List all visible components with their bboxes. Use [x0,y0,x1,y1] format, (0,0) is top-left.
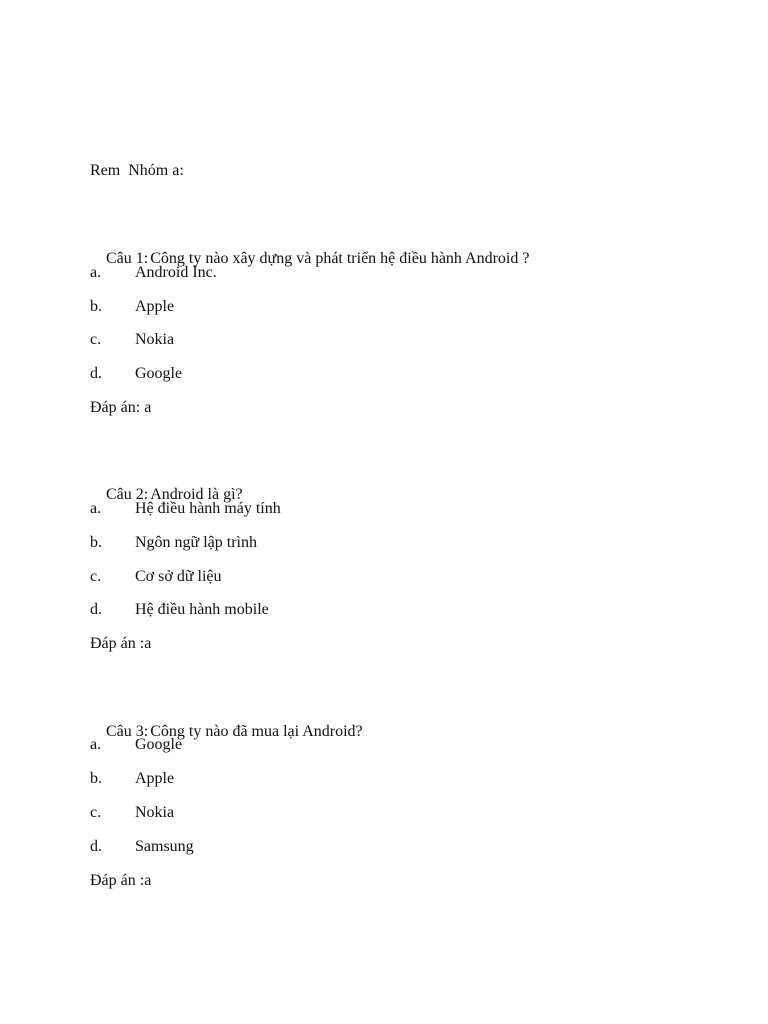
option-letter: c. [90,804,102,821]
option-letter: d. [90,838,102,855]
option-text: Cơ sở dữ liệu [135,568,222,585]
option-text: Apple [135,298,175,315]
question-3-option-b [90,769,174,789]
question-2-option-d [90,600,269,620]
question-1-option-c [90,330,174,350]
question-1-option-b [90,297,174,317]
option-letter: b. [90,534,102,551]
question-1-option-d [90,364,182,384]
option-text: Ngôn ngữ lập trình [135,534,257,551]
question-1-answer: Đáp án: a [90,399,152,416]
question-3-answer: Đáp án :a [90,872,152,889]
option-letter: c. [90,331,102,348]
question-3-option-d [90,837,194,857]
question-1-text: Công ty nào xây dựng và phát triển hệ điều hành Android ? [150,250,530,267]
question-2-option-c [90,567,221,587]
option-text: Nokia [135,804,175,821]
option-text: Hệ điều hành máy tính [135,500,281,517]
question-2-option-b [90,533,257,553]
option-text: Nokia [135,331,175,348]
option-text: Samsung [135,838,194,855]
group-header: Rem Nhóm a: [90,162,184,179]
option-letter: d. [90,365,102,382]
option-letter: d. [90,601,102,618]
option-text: Android Inc. [135,264,217,281]
question-3-option-a [90,735,182,755]
option-letter: a. [90,736,102,753]
question-2-number: Câu 2: [106,486,149,503]
option-text: Hệ điều hành mobile [135,601,269,618]
question-2-option-a [90,499,281,519]
option-letter: a. [90,264,102,281]
option-letter: b. [90,298,102,315]
option-text: Apple [135,770,175,787]
question-3-text: Công ty nào đã mua lại Android? [150,723,363,740]
question-2-answer: Đáp án :a [90,635,152,652]
question-3-number: Câu 3: [106,723,149,740]
option-letter: c. [90,568,102,585]
option-text: Google [135,365,183,382]
question-1-number: Câu 1: [106,250,149,267]
question-3-option-c [90,803,174,823]
question-1-option-a [90,263,217,283]
option-letter: b. [90,770,102,787]
option-letter: a. [90,500,102,517]
question-2-text: Android là gì? [150,486,243,503]
option-text: Google [135,736,183,753]
